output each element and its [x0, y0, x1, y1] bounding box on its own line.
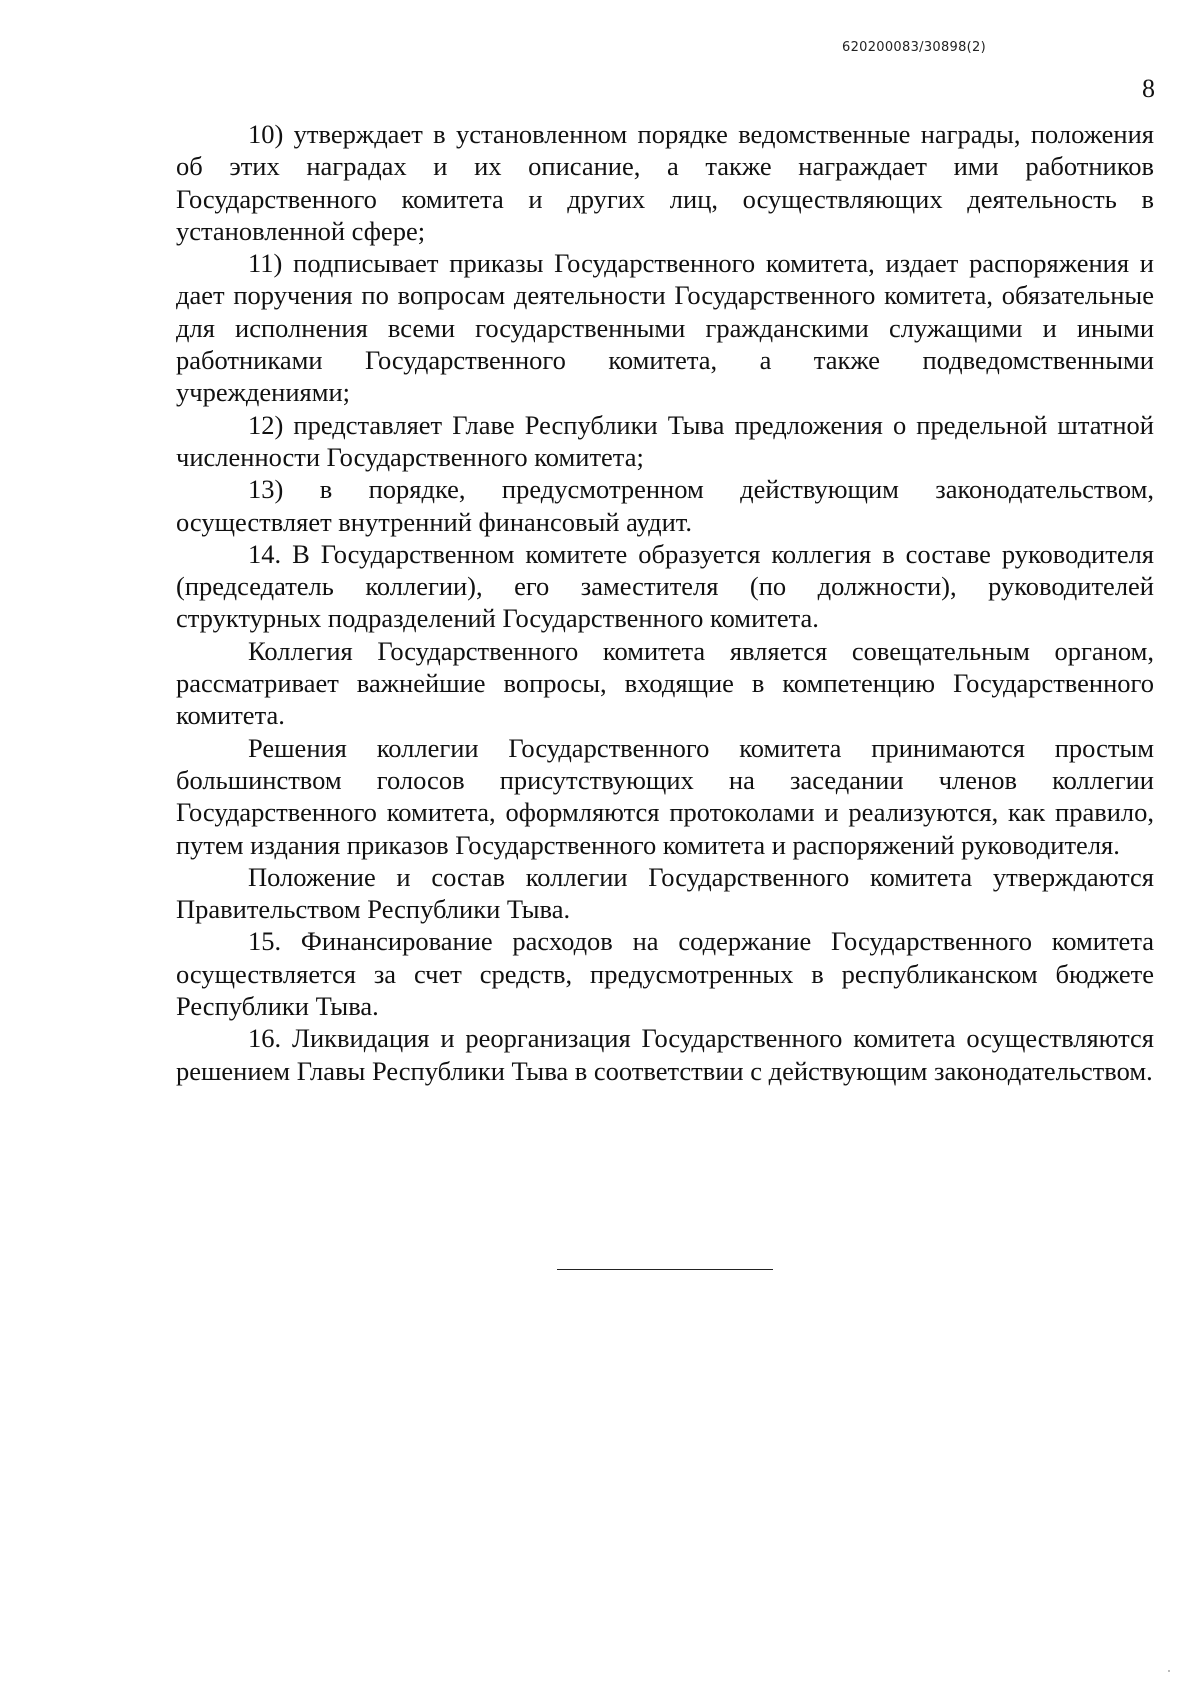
document-id: 620200083/30898(2) [842, 40, 986, 55]
paragraph-section-14: 14. В Государственном комитете образуется коллегия в составе руководителя (председатель коллегии), его заместителя (по должности), руководителей структурных подразделений Государственного комитета. [176, 538, 1154, 634]
paragraph-item-10: 10) утверждает в установленном порядке ведомственные награды, положения об этих наградах и их описание, а также награждает ими работников Государственного комитета и других лиц, осуществляющих деятельность в установленной сфере; [176, 119, 1154, 246]
paragraph-section-15: 15. Финансирование расходов на содержание Государственного комитета осуществляется за счет средств, предусмотренных в республиканском бюджете Республики Тыва. [176, 926, 1154, 1022]
scan-artifact [1168, 1670, 1170, 1672]
paragraph-collegium-decisions: Решения коллегии Государственного комитета принимаются простым большинством голосов присутствующих на заседании членов коллегии Государственного комитета, оформляются протоколами и реализуются, как правило, путем издания приказов Государственного комитета и распоряжений руководителя. [176, 732, 1154, 860]
end-of-document-rule [557, 1269, 773, 1270]
paragraph-section-16: 16. Ликвидация и реорганизация Государственного комитета осуществляются решением Главы Республики Тыва в соответствии с действующим законодательством. [176, 1023, 1154, 1086]
document-body [176, 118, 1154, 1087]
page-number: 8 [1142, 74, 1155, 103]
paragraph-collegium-composition: Положение и состав коллегии Государственного комитета утверждаются Правительством Республики Тыва. [176, 861, 1154, 925]
paragraph-item-12: 12) представляет Главе Республики Тыва предложения о предельной штатной численности Государственного комитета; [176, 409, 1154, 472]
paragraph-item-13: 13) в порядке, предусмотренном действующим законодательством, осуществляет внутренний финансовый аудит. [176, 474, 1154, 537]
paragraph-item-11: 11) подписывает приказы Государственного комитета, издает распоряжения и дает поручения по вопросам деятельности Государственного комитета, обязательные для исполнения всеми государственными гражданскими служащими и иными работниками Государственного комитета, а также подведомственными учреждениями; [176, 248, 1154, 408]
paragraph-collegium-role: Коллегия Государственного комитета является совещательным органом, рассматривает важнейшие вопросы, входящие в компетенцию Государственного комитета. [176, 635, 1154, 731]
